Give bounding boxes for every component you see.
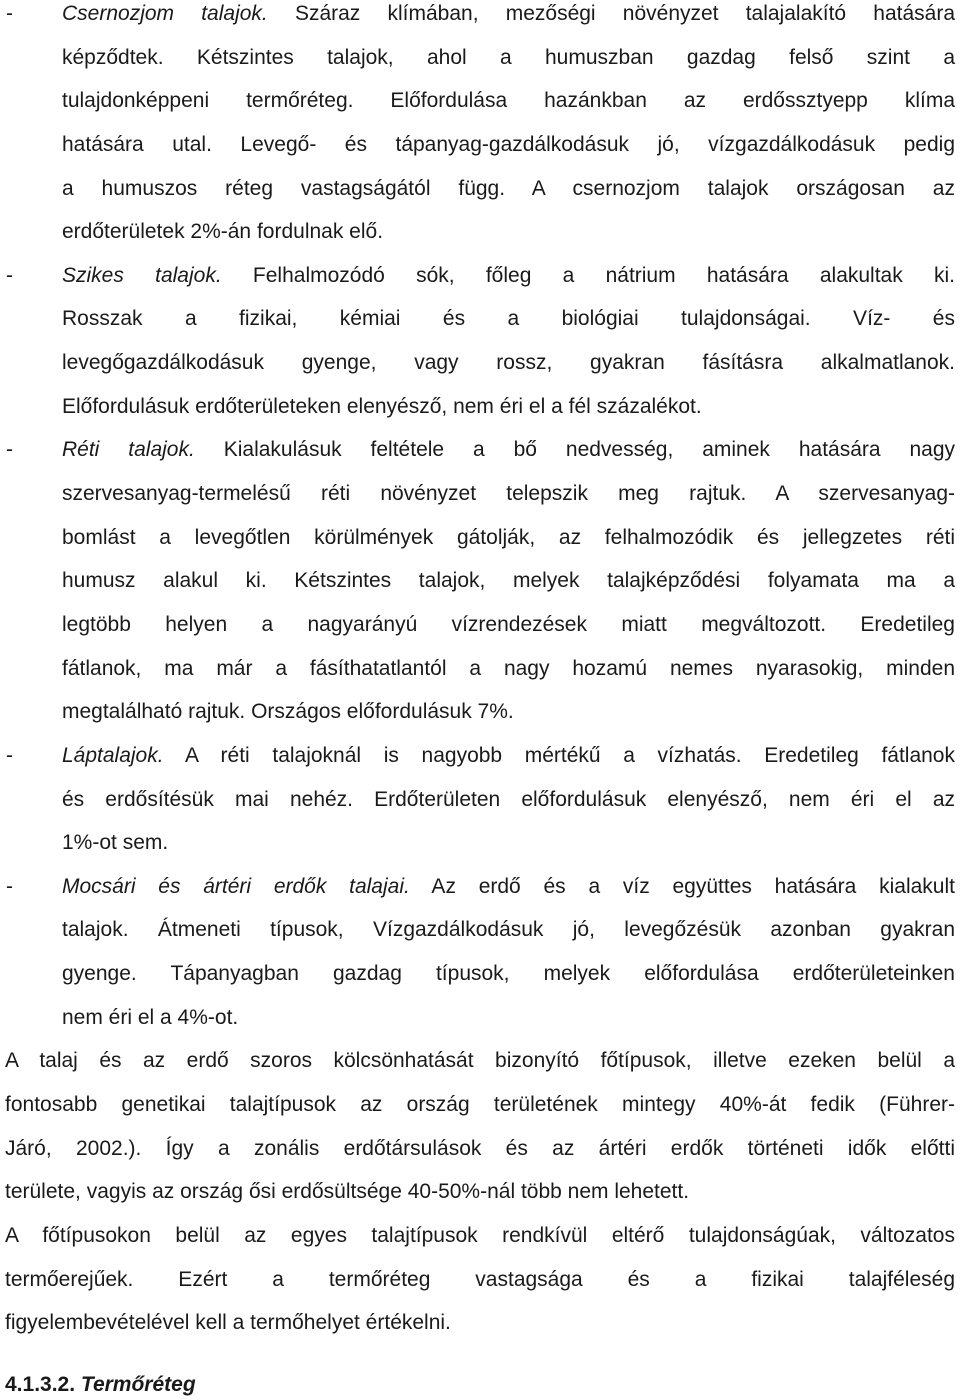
list-item-reti: - Réti talajok. Kialakulásuk feltétele a bő nedvesség, aminek hatására nagy (6, 438, 956, 462)
paragraph-line: Járó, 2002.). Így a zonális erdőtársulások és az ártéri erdők történeti idők előtti (5, 1136, 955, 1160)
text-line: Előfordulásuk erdőterületeken elenyésző, nem éri el a fél százalékot. (62, 394, 702, 418)
text-line: képződtek. Kétszintes talajok, ahol a humuszban gazdag felső szint a (62, 45, 955, 69)
list-item-szikes: - Szikes talajok. Felhalmozódó sók, főleg a nátrium hatására alakultak ki. (6, 263, 955, 287)
paragraph-line: területe, vagyis az ország ősi erdősültsége 40-50%-nál több nem lehetett. (5, 1180, 690, 1204)
list-item-mocsari: - Mocsári és ártéri erdők talajai. Az erdő és a víz együttes hatására kialakult (6, 874, 955, 898)
paragraph-line: termőerejűek. Ezért a termőréteg vastagsága és a fizikai talajféleség (5, 1267, 955, 1291)
section-heading (5, 1370, 196, 1400)
text-line: a humuszos réteg vastagságától függ. A csernozjom talajok országosan az (62, 176, 955, 200)
text-line: erdőterületek 2%-án fordulnak elő. (62, 220, 384, 244)
text-line: talajok. Átmeneti típusok, Vízgazdálkodásuk jó, levegőzésük azonban gyakran (62, 918, 955, 942)
text-line: szervesanyag-termelésű réti növényzet telepszik meg rajtuk. A szervesanyag- (62, 482, 955, 506)
paragraph-line: A talaj és az erdő szoros kölcsönhatását bizonyító főtípusok, illetve ezeken belül a (5, 1049, 955, 1073)
text-line: fátlanok, ma már a fásíthatatlantól a nagy hozamú nemes nyarasokig, minden (62, 656, 955, 680)
text-line: tulajdonképpeni termőréteg. Előfordulása hazánkban az erdőssztyepp klíma (62, 89, 955, 113)
text-line: humusz alakul ki. Kétszintes talajok, melyek talajképződési folyamata ma a (62, 569, 955, 593)
paragraph-line: figyelembevételével kell a termőhelyet értékelni. (5, 1311, 451, 1335)
list-item-lap: - Láptalajok. A réti talajoknál is nagyobb mértékű a vízhatás. Eredetileg fátlanok (6, 743, 955, 767)
text-line: legtöbb helyen a nagyarányú vízrendezések miatt megváltozott. Eredetileg (62, 612, 955, 636)
list-item-csernozjom: - Csernozjom talajok. Száraz klímában, mezőségi növényzet talajalakító hatására (6, 2, 956, 25)
text-line: gyenge. Tápanyagban gazdag típusok, melyek előfordulása erdőterületeinken (62, 962, 955, 986)
text-line: megtalálható rajtuk. Országos előfordulásuk 7%. (62, 700, 514, 724)
section-number: 4.1.3.2. (5, 1373, 76, 1396)
text-line: levegőgazdálkodásuk gyenge, vagy rossz, gyakran fásításra alkalmatlanok. (62, 351, 955, 375)
text-line: 1%-ot sem. (62, 831, 169, 855)
paragraph-line: A főtípusokon belül az egyes talajtípusok rendkívül eltérő tulajdonságúak, változatos (5, 1223, 955, 1247)
text-line: és erdősítésük mai nehéz. Erdőterületen előfordulásuk elenyésző, nem éri el az (62, 787, 955, 811)
section-title: Termőréteg (80, 1373, 196, 1396)
paragraph-line: fontosabb genetikai talajtípusok az ország területének mintegy 40%-át fedik (Führer- (5, 1093, 955, 1117)
text-line: hatására utal. Levegő- és tápanyag-gazdálkodásuk jó, vízgazdálkodásuk pedig (62, 132, 955, 156)
text-line: Rosszak a fizikai, kémiai és a biológiai tulajdonságai. Víz- és (62, 307, 955, 331)
text-line: nem éri el a 4%-ot. (62, 1005, 239, 1029)
text-line: bomlást a levegőtlen körülmények gátolják, az felhalmozódik és jellegzetes réti (62, 525, 955, 549)
